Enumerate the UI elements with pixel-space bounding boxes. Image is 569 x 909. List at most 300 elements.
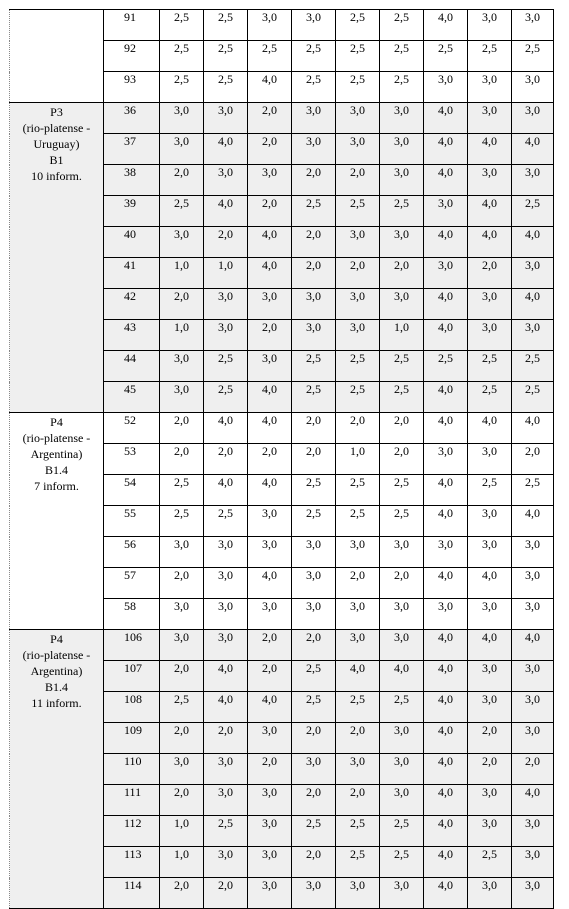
value-cell: 4,0 — [468, 568, 512, 599]
value-cell: 4,0 — [424, 227, 468, 258]
value-cell: 2,5 — [160, 692, 204, 723]
value-cell: 3,0 — [424, 537, 468, 568]
value-cell: 2,0 — [292, 165, 336, 196]
value-cell: 1,0 — [380, 320, 424, 351]
row-number-cell: 106 — [104, 630, 160, 661]
value-cell: 3,0 — [380, 630, 424, 661]
value-cell: 3,0 — [204, 599, 248, 630]
group-label-line: B1 — [49, 153, 64, 167]
value-cell: 2,5 — [204, 816, 248, 847]
value-cell: 2,0 — [248, 134, 292, 165]
group-label-line: Argentina) — [30, 664, 83, 678]
value-cell: 3,0 — [160, 630, 204, 661]
value-cell: 4,0 — [248, 258, 292, 289]
value-cell: 2,5 — [336, 475, 380, 506]
value-cell: 3,0 — [468, 289, 512, 320]
value-cell: 2,0 — [160, 661, 204, 692]
value-cell: 2,5 — [380, 475, 424, 506]
group-label-cell — [10, 413, 104, 630]
value-cell: 3,0 — [292, 599, 336, 630]
row-number-cell: 55 — [104, 506, 160, 537]
value-cell: 1,0 — [160, 816, 204, 847]
value-cell: 2,5 — [160, 41, 204, 72]
value-cell: 4,0 — [248, 475, 292, 506]
value-cell: 3,0 — [512, 320, 554, 351]
value-cell: 3,0 — [336, 630, 380, 661]
value-cell: 4,0 — [424, 816, 468, 847]
value-cell: 3,0 — [380, 537, 424, 568]
value-cell: 4,0 — [424, 878, 468, 909]
value-cell: 2,0 — [248, 444, 292, 475]
group-label-cell — [10, 10, 104, 103]
value-cell: 3,0 — [248, 723, 292, 754]
value-cell: 2,0 — [248, 103, 292, 134]
group-label-line: Argentina) — [30, 447, 83, 461]
value-cell: 2,5 — [468, 351, 512, 382]
value-cell: 2,0 — [512, 444, 554, 475]
value-cell: 3,0 — [512, 103, 554, 134]
value-cell: 3,0 — [248, 537, 292, 568]
value-cell: 3,0 — [204, 568, 248, 599]
value-cell: 3,0 — [424, 72, 468, 103]
value-cell: 4,0 — [512, 413, 554, 444]
value-cell: 3,0 — [204, 320, 248, 351]
value-cell: 3,0 — [292, 10, 336, 41]
table-row — [10, 103, 554, 134]
value-cell: 3,0 — [512, 10, 554, 41]
value-cell: 3,0 — [292, 568, 336, 599]
value-cell: 3,0 — [204, 165, 248, 196]
value-cell: 3,0 — [380, 599, 424, 630]
value-cell: 2,5 — [512, 382, 554, 413]
value-cell: 2,5 — [380, 10, 424, 41]
row-number-cell: 43 — [104, 320, 160, 351]
value-cell: 3,0 — [468, 320, 512, 351]
row-number-cell: 92 — [104, 41, 160, 72]
value-cell: 2,5 — [292, 382, 336, 413]
value-cell: 3,0 — [512, 165, 554, 196]
value-cell: 2,5 — [292, 72, 336, 103]
value-cell: 3,0 — [248, 785, 292, 816]
value-cell: 3,0 — [512, 692, 554, 723]
value-cell: 3,0 — [468, 692, 512, 723]
value-cell: 2,5 — [424, 41, 468, 72]
value-cell: 1,0 — [160, 320, 204, 351]
value-cell: 3,0 — [336, 227, 380, 258]
value-cell: 4,0 — [512, 506, 554, 537]
value-cell: 4,0 — [468, 630, 512, 661]
value-cell: 3,0 — [468, 103, 512, 134]
value-cell: 2,5 — [468, 382, 512, 413]
value-cell: 4,0 — [204, 475, 248, 506]
value-cell: 3,0 — [292, 754, 336, 785]
value-cell: 3,0 — [468, 537, 512, 568]
value-cell: 3,0 — [204, 630, 248, 661]
value-cell: 3,0 — [468, 10, 512, 41]
value-cell: 3,0 — [336, 599, 380, 630]
value-cell: 3,0 — [336, 134, 380, 165]
row-number-cell: 57 — [104, 568, 160, 599]
value-cell: 2,5 — [204, 351, 248, 382]
value-cell: 2,5 — [512, 41, 554, 72]
value-cell: 1,0 — [336, 444, 380, 475]
value-cell: 2,5 — [248, 41, 292, 72]
value-cell: 2,5 — [292, 692, 336, 723]
value-cell: 1,0 — [204, 258, 248, 289]
value-cell: 3,0 — [292, 878, 336, 909]
row-number-cell: 44 — [104, 351, 160, 382]
value-cell: 2,5 — [380, 692, 424, 723]
value-cell: 4,0 — [512, 785, 554, 816]
value-cell: 4,0 — [468, 227, 512, 258]
value-cell: 4,0 — [512, 134, 554, 165]
value-cell: 3,0 — [468, 72, 512, 103]
row-number-cell: 45 — [104, 382, 160, 413]
value-cell: 3,0 — [512, 72, 554, 103]
value-cell: 3,0 — [160, 351, 204, 382]
group-label-line: P4 — [50, 632, 63, 646]
value-cell: 3,0 — [160, 599, 204, 630]
value-cell: 3,0 — [160, 537, 204, 568]
value-cell: 2,0 — [336, 785, 380, 816]
value-cell: 2,5 — [292, 816, 336, 847]
value-cell: 3,0 — [512, 723, 554, 754]
value-cell: 2,5 — [336, 816, 380, 847]
value-cell: 4,0 — [204, 661, 248, 692]
value-cell: 3,0 — [248, 599, 292, 630]
group-label-line: Uruguay) — [33, 137, 80, 151]
value-cell: 2,0 — [468, 258, 512, 289]
value-cell: 3,0 — [424, 599, 468, 630]
row-number-cell: 112 — [104, 816, 160, 847]
value-cell: 4,0 — [248, 227, 292, 258]
group-label-line: 11 inform. — [31, 696, 82, 710]
value-cell: 2,5 — [512, 475, 554, 506]
value-cell: 2,0 — [336, 723, 380, 754]
value-cell: 4,0 — [424, 475, 468, 506]
value-cell: 3,0 — [204, 847, 248, 878]
value-cell: 3,0 — [248, 165, 292, 196]
row-number-cell: 113 — [104, 847, 160, 878]
value-cell: 4,0 — [424, 754, 468, 785]
value-cell: 2,0 — [336, 568, 380, 599]
value-cell: 3,0 — [380, 289, 424, 320]
row-number-cell: 108 — [104, 692, 160, 723]
value-cell: 2,5 — [292, 506, 336, 537]
value-cell: 4,0 — [204, 692, 248, 723]
value-cell: 2,0 — [292, 847, 336, 878]
value-cell: 3,0 — [336, 878, 380, 909]
row-number-cell: 53 — [104, 444, 160, 475]
value-cell: 3,0 — [512, 599, 554, 630]
value-cell: 3,0 — [292, 320, 336, 351]
value-cell: 4,0 — [424, 289, 468, 320]
value-cell: 3,0 — [336, 537, 380, 568]
value-cell: 3,0 — [468, 661, 512, 692]
value-cell: 2,5 — [336, 382, 380, 413]
value-cell: 2,0 — [248, 661, 292, 692]
value-cell: 2,5 — [380, 41, 424, 72]
value-cell: 3,0 — [204, 537, 248, 568]
value-cell: 2,0 — [468, 723, 512, 754]
value-cell: 4,0 — [424, 134, 468, 165]
value-cell: 4,0 — [248, 72, 292, 103]
value-cell: 2,0 — [160, 165, 204, 196]
value-cell: 2,5 — [512, 351, 554, 382]
value-cell: 3,0 — [380, 227, 424, 258]
value-cell: 4,0 — [424, 692, 468, 723]
value-cell: 2,0 — [160, 785, 204, 816]
value-cell: 2,0 — [468, 754, 512, 785]
value-cell: 2,0 — [204, 444, 248, 475]
value-cell: 2,0 — [160, 723, 204, 754]
value-cell: 2,5 — [160, 475, 204, 506]
value-cell: 3,0 — [336, 320, 380, 351]
value-cell: 2,5 — [204, 41, 248, 72]
group-label-line: 10 inform. — [31, 169, 82, 183]
group-label-line: (rio-platense - — [22, 121, 91, 135]
value-cell: 2,0 — [248, 196, 292, 227]
value-cell: 3,0 — [468, 165, 512, 196]
value-cell: 2,0 — [248, 754, 292, 785]
value-cell: 2,0 — [160, 878, 204, 909]
value-cell: 3,0 — [468, 599, 512, 630]
value-cell: 2,0 — [204, 227, 248, 258]
value-cell: 3,0 — [248, 289, 292, 320]
value-cell: 2,0 — [204, 878, 248, 909]
value-cell: 4,0 — [204, 134, 248, 165]
value-cell: 4,0 — [424, 630, 468, 661]
value-cell: 4,0 — [380, 661, 424, 692]
value-cell: 3,0 — [160, 754, 204, 785]
table-body — [10, 10, 554, 909]
value-cell: 4,0 — [512, 289, 554, 320]
value-cell: 2,0 — [292, 444, 336, 475]
value-cell: 3,0 — [468, 878, 512, 909]
value-cell: 3,0 — [380, 134, 424, 165]
value-cell: 4,0 — [424, 10, 468, 41]
value-cell: 3,0 — [468, 816, 512, 847]
table-row — [10, 413, 554, 444]
value-cell: 3,0 — [336, 103, 380, 134]
value-cell: 2,0 — [336, 165, 380, 196]
value-cell: 3,0 — [292, 103, 336, 134]
value-cell: 4,0 — [424, 785, 468, 816]
value-cell: 3,0 — [248, 878, 292, 909]
value-cell: 3,0 — [380, 785, 424, 816]
row-number-cell: 54 — [104, 475, 160, 506]
value-cell: 2,0 — [292, 723, 336, 754]
value-cell: 3,0 — [424, 258, 468, 289]
value-cell: 2,5 — [380, 816, 424, 847]
value-cell: 2,5 — [380, 847, 424, 878]
value-cell: 3,0 — [336, 289, 380, 320]
value-cell: 3,0 — [204, 754, 248, 785]
value-cell: 2,0 — [160, 568, 204, 599]
value-cell: 2,0 — [292, 630, 336, 661]
value-cell: 2,5 — [160, 196, 204, 227]
value-cell: 1,0 — [160, 258, 204, 289]
value-cell: 4,0 — [424, 382, 468, 413]
value-cell: 3,0 — [248, 816, 292, 847]
group-label-line: 7 inform. — [34, 479, 79, 493]
value-cell: 2,5 — [292, 41, 336, 72]
value-cell: 1,0 — [160, 847, 204, 878]
value-cell: 3,0 — [512, 878, 554, 909]
row-number-cell: 41 — [104, 258, 160, 289]
row-number-cell: 42 — [104, 289, 160, 320]
value-cell: 3,0 — [160, 134, 204, 165]
value-cell: 2,5 — [512, 196, 554, 227]
group-label-cell — [10, 103, 104, 413]
value-cell: 3,0 — [468, 785, 512, 816]
value-cell: 4,0 — [204, 413, 248, 444]
row-number-cell: 114 — [104, 878, 160, 909]
value-cell: 2,5 — [380, 72, 424, 103]
value-cell: 3,0 — [160, 382, 204, 413]
row-number-cell: 93 — [104, 72, 160, 103]
value-cell: 3,0 — [292, 289, 336, 320]
value-cell: 3,0 — [468, 444, 512, 475]
value-cell: 2,0 — [160, 413, 204, 444]
value-cell: 2,5 — [380, 506, 424, 537]
row-number-cell: 107 — [104, 661, 160, 692]
value-cell: 3,0 — [512, 847, 554, 878]
value-cell: 2,0 — [512, 754, 554, 785]
value-cell: 4,0 — [336, 661, 380, 692]
value-cell: 2,5 — [204, 382, 248, 413]
value-cell: 4,0 — [248, 692, 292, 723]
value-cell: 2,0 — [204, 723, 248, 754]
table-row — [10, 10, 554, 41]
value-cell: 2,5 — [336, 692, 380, 723]
value-cell: 2,5 — [204, 506, 248, 537]
value-cell: 2,5 — [336, 10, 380, 41]
value-cell: 4,0 — [248, 382, 292, 413]
value-cell: 3,0 — [248, 351, 292, 382]
value-cell: 2,5 — [336, 351, 380, 382]
value-cell: 2,0 — [160, 289, 204, 320]
row-number-cell: 36 — [104, 103, 160, 134]
row-number-cell: 39 — [104, 196, 160, 227]
value-cell: 4,0 — [424, 506, 468, 537]
value-cell: 2,5 — [292, 475, 336, 506]
row-number-cell: 58 — [104, 599, 160, 630]
value-cell: 3,0 — [160, 227, 204, 258]
value-cell: 2,0 — [380, 413, 424, 444]
value-cell: 4,0 — [424, 103, 468, 134]
value-cell: 4,0 — [424, 413, 468, 444]
row-number-cell: 40 — [104, 227, 160, 258]
row-number-cell: 37 — [104, 134, 160, 165]
value-cell: 4,0 — [468, 196, 512, 227]
value-cell: 2,0 — [248, 320, 292, 351]
value-cell: 3,0 — [512, 568, 554, 599]
value-cell: 3,0 — [204, 785, 248, 816]
group-label-line: B1.4 — [44, 463, 68, 477]
value-cell: 2,5 — [336, 506, 380, 537]
value-cell: 3,0 — [380, 165, 424, 196]
value-cell: 2,0 — [380, 568, 424, 599]
group-label-line: P3 — [50, 105, 63, 119]
value-cell: 4,0 — [424, 847, 468, 878]
value-cell: 3,0 — [292, 537, 336, 568]
row-number-cell: 111 — [104, 785, 160, 816]
value-cell: 2,5 — [336, 41, 380, 72]
value-cell: 3,0 — [424, 196, 468, 227]
value-cell: 3,0 — [248, 10, 292, 41]
value-cell: 4,0 — [512, 630, 554, 661]
value-cell: 2,5 — [468, 847, 512, 878]
group-label-line: (rio-platense - — [22, 648, 91, 662]
value-cell: 4,0 — [248, 568, 292, 599]
row-number-cell: 110 — [104, 754, 160, 785]
value-cell: 4,0 — [468, 134, 512, 165]
value-cell: 3,0 — [204, 103, 248, 134]
value-cell: 2,5 — [292, 661, 336, 692]
group-label-cell — [10, 630, 104, 909]
value-cell: 2,5 — [160, 72, 204, 103]
value-cell: 3,0 — [424, 444, 468, 475]
value-cell: 3,0 — [160, 103, 204, 134]
row-number-cell: 52 — [104, 413, 160, 444]
value-cell: 2,5 — [292, 351, 336, 382]
value-cell: 2,0 — [160, 444, 204, 475]
row-number-cell: 38 — [104, 165, 160, 196]
value-cell: 3,0 — [380, 878, 424, 909]
value-cell: 4,0 — [248, 413, 292, 444]
value-cell: 2,5 — [336, 72, 380, 103]
value-cell: 4,0 — [424, 320, 468, 351]
group-label-line: B1.4 — [44, 680, 68, 694]
value-cell: 3,0 — [248, 847, 292, 878]
value-cell: 2,5 — [468, 475, 512, 506]
value-cell: 3,0 — [380, 754, 424, 785]
value-cell: 2,0 — [380, 258, 424, 289]
value-cell: 4,0 — [512, 227, 554, 258]
value-cell: 4,0 — [468, 413, 512, 444]
value-cell: 3,0 — [204, 289, 248, 320]
value-cell: 2,5 — [336, 847, 380, 878]
value-cell: 2,5 — [204, 10, 248, 41]
value-cell: 3,0 — [292, 134, 336, 165]
value-cell: 2,5 — [336, 196, 380, 227]
group-label-line: P4 — [50, 415, 63, 429]
ratings-table — [9, 9, 554, 909]
group-label-line: (rio-platense - — [22, 431, 91, 445]
value-cell: 2,0 — [380, 444, 424, 475]
value-cell: 3,0 — [512, 537, 554, 568]
value-cell: 3,0 — [336, 754, 380, 785]
value-cell: 4,0 — [424, 165, 468, 196]
value-cell: 2,5 — [380, 351, 424, 382]
row-number-cell: 109 — [104, 723, 160, 754]
value-cell: 4,0 — [204, 196, 248, 227]
value-cell: 2,5 — [160, 10, 204, 41]
value-cell: 3,0 — [380, 723, 424, 754]
row-number-cell: 91 — [104, 10, 160, 41]
value-cell: 2,5 — [424, 351, 468, 382]
value-cell: 2,5 — [468, 41, 512, 72]
value-cell: 4,0 — [424, 723, 468, 754]
value-cell: 3,0 — [248, 506, 292, 537]
row-number-cell: 56 — [104, 537, 160, 568]
value-cell: 3,0 — [468, 506, 512, 537]
value-cell: 3,0 — [380, 103, 424, 134]
value-cell: 3,0 — [512, 816, 554, 847]
value-cell: 2,0 — [292, 258, 336, 289]
value-cell: 2,0 — [336, 413, 380, 444]
